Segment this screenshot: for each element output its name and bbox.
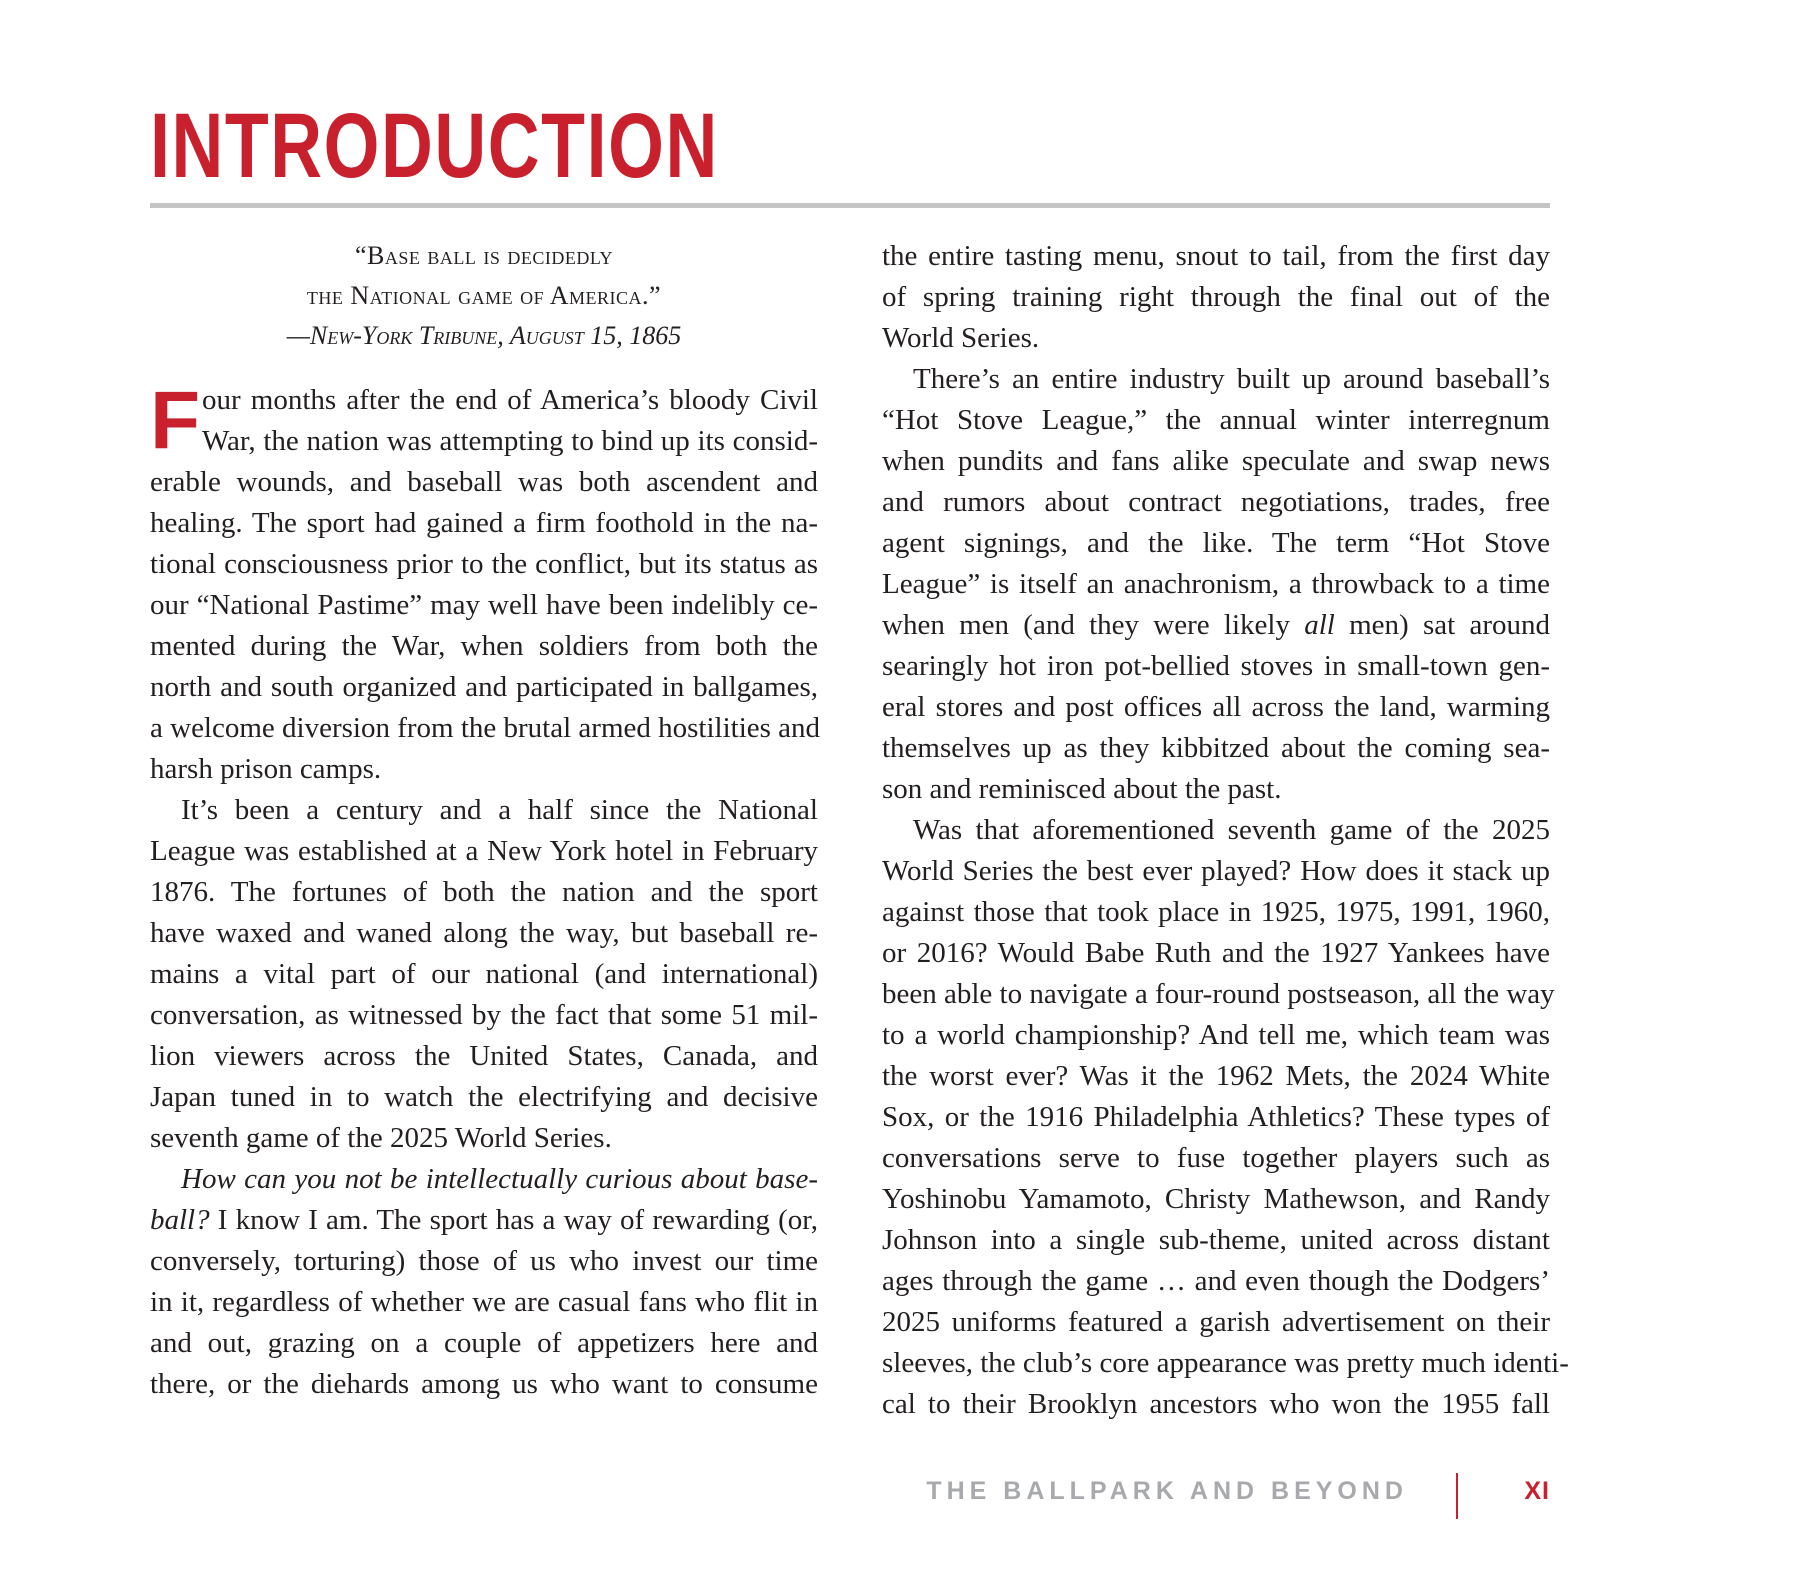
body-line: League” is itself an anachronism, a throwback to a time	[882, 568, 1550, 600]
body-line	[882, 605, 1550, 646]
body-line: Yoshinobu Yamamoto, Christy Mathewson, and Randy	[882, 1183, 1550, 1215]
body-line: of spring training right through the final out of the	[882, 281, 1550, 313]
body-line: eral stores and post offices all across the land, warming	[882, 691, 1550, 723]
body-line: our “National Pastime” may well have been indelibly ce-	[150, 589, 818, 621]
body-line: conversely, torturing) those of us who invest our time	[150, 1245, 818, 1277]
body-line: erable wounds, and baseball was both ascendent and	[150, 466, 818, 498]
body-line-text: men) sat around	[1334, 609, 1550, 641]
drop-cap: F	[150, 375, 201, 466]
body-line: to a world championship? And tell me, which team was	[882, 1019, 1550, 1051]
title-rule	[150, 203, 1550, 208]
body-line: lion viewers across the United States, Canada, and	[150, 1040, 818, 1072]
body-line: been able to navigate a four-round postseason, all the way	[882, 978, 1555, 1010]
body-line: cal to their Brooklyn ancestors who won the 1955 fall	[882, 1388, 1550, 1420]
epigraph-quote-line-1: “Base ball is decidedly	[354, 241, 614, 270]
body-line: a welcome diversion from the brutal armed hostilities and	[150, 712, 821, 744]
body-line: harsh prison camps.	[150, 753, 382, 785]
left-column	[150, 236, 821, 1405]
body-line: League was established at a New York hotel in February	[150, 835, 818, 867]
body-line: There’s an entire industry built up around baseball’s	[913, 363, 1550, 395]
epigraph	[150, 236, 818, 356]
body-line: conversation, as witnessed by the fact that some 51 mil-	[150, 999, 818, 1031]
body-line: in it, regardless of whether we are casual fans who flit in	[150, 1286, 818, 1318]
body-line: conversations serve to fuse together players such as	[882, 1142, 1550, 1174]
body-line: 1876. The fortunes of both the nation and the sport	[150, 876, 818, 908]
body-line: “Hot Stove League,” the annual winter interregnum	[882, 404, 1550, 436]
body-line: mented during the War, when soldiers from both the	[150, 630, 818, 662]
body-line: and out, grazing on a couple of appetizers here and	[150, 1327, 818, 1359]
body-line: the worst ever? Was it the 1962 Mets, the 2024 White	[882, 1060, 1550, 1092]
right-column	[882, 236, 1569, 1425]
body-line	[150, 421, 818, 462]
body-line: there, or the diehards among us who want to consume	[150, 1368, 818, 1400]
body-line: seventh game of the 2025 World Series.	[150, 1122, 612, 1154]
body-line: healing. The sport had gained a firm foothold in the na-	[150, 507, 818, 539]
body-line: searingly hot iron pot-bellied stoves in small-town gen-	[882, 650, 1550, 682]
body-line: the entire tasting menu, snout to tail, from the first day	[882, 240, 1550, 272]
body-line: Johnson into a single sub-theme, united across distant	[882, 1224, 1550, 1256]
body-line: Sox, or the 1916 Philadelphia Athletics? These types of	[882, 1101, 1550, 1133]
body-line: Was that aforementioned seventh game of the 2025	[913, 814, 1550, 846]
body-line: sleeves, the club’s core appearance was pretty much identi-	[882, 1347, 1569, 1379]
body-line-text: I know I am. The sport has a way of rewarding (or,	[209, 1204, 818, 1236]
body-line-text: when men (and they were likely	[882, 609, 1305, 641]
body-line: have waxed and waned along the way, but baseball re-	[150, 917, 818, 949]
body-line: themselves up as they kibbitzed about the coming sea-	[882, 732, 1550, 764]
body-line: It’s been a century and a half since the National	[181, 794, 818, 826]
body-line: against those that took place in 1925, 1975, 1991, 1960,	[882, 896, 1550, 928]
chapter-title: INTRODUCTION	[150, 95, 719, 197]
body-line	[150, 1159, 818, 1200]
body-line: tional consciousness prior to the conflict, but its status as	[150, 548, 818, 580]
body-line: agent signings, and the like. The term “Hot Stove	[882, 527, 1550, 559]
body-line: or 2016? Would Babe Ruth and the 1927 Yankees have	[882, 937, 1550, 969]
body-line: and rumors about contract negotiations, trades, free	[882, 486, 1550, 518]
italic-text: all	[1304, 609, 1335, 641]
footer-divider	[1456, 1473, 1458, 1519]
body-line	[150, 1200, 818, 1241]
body-line: 2025 uniforms featured a garish advertisement on their	[882, 1306, 1550, 1338]
running-head: THE BALLPARK AND BEYOND	[926, 1477, 1408, 1505]
body-line: when pundits and fans alike speculate and swap news	[882, 445, 1550, 477]
body-line-text: our months after the end of America’s bloody Civil	[202, 384, 818, 416]
body-line: north and south organized and participated in ballgames,	[150, 671, 818, 703]
italic-text: How can you not be intellectually curious about base-	[181, 1163, 818, 1195]
epigraph-quote-line-2: the National game of America.”	[306, 281, 662, 310]
body-line: World Series.	[882, 322, 1040, 354]
body-line: ages through the game … and even though the Dodgers’	[882, 1265, 1550, 1297]
body-line-text: War, the nation was attempting to bind up its consid-	[202, 425, 818, 457]
body-line: son and reminisced about the past.	[882, 773, 1282, 805]
body-line: World Series the best ever played? How does it stack up	[882, 855, 1550, 887]
body-line: Japan tuned in to watch the electrifying and decisive	[150, 1081, 818, 1113]
italic-text: ball?	[150, 1204, 210, 1236]
page-footer	[920, 1473, 1550, 1523]
epigraph-source: —New-York Tribune, August 15, 1865	[286, 321, 682, 350]
page-number: XI	[1524, 1477, 1550, 1505]
body-line: mains a vital part of our national (and international)	[150, 958, 818, 990]
